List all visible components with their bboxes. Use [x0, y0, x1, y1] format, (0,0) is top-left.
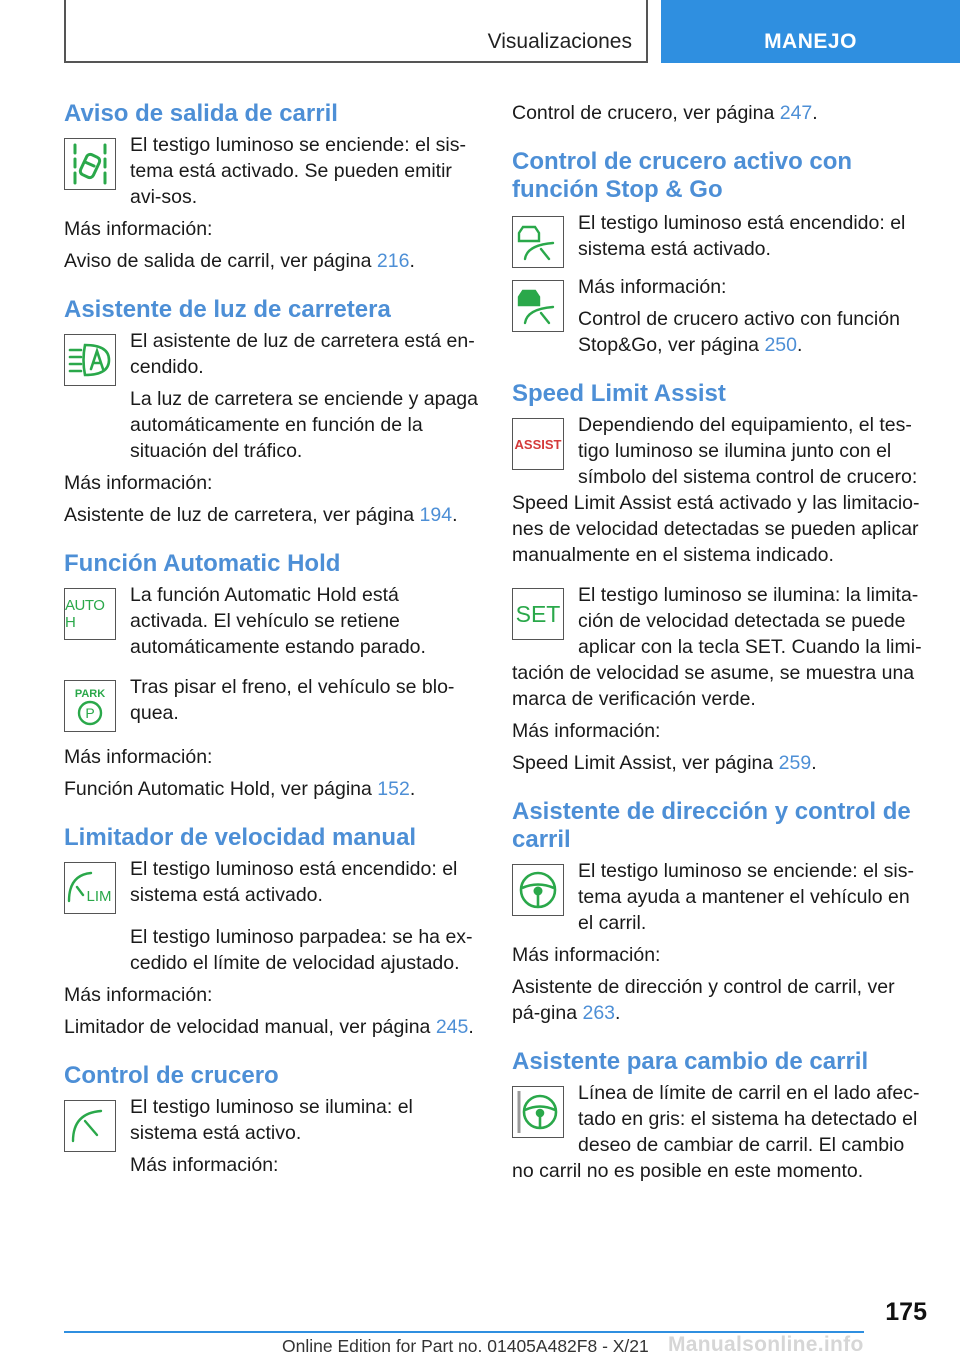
active-cruise-control-icon: [512, 216, 564, 268]
header-section-title: Visualizaciones: [487, 30, 632, 53]
header-chapter-label: MANEJO: [764, 30, 857, 53]
left-column: [64, 100, 479, 1178]
section-lane-change-assist: [512, 1048, 927, 1184]
page-link-259[interactable]: 259: [778, 752, 812, 774]
section-active-cruise-stop-go: [512, 148, 927, 358]
section-title: Limitador de velocidad manual: [64, 824, 417, 851]
paragraph: Más información:: [64, 472, 213, 494]
paragraph: El testigo luminoso se enciende: el sis-tema está activado. Se pueden emitir avi-sos.: [130, 134, 467, 208]
page-link-194[interactable]: 194: [419, 504, 453, 526]
paragraph: Dependiendo del equipamiento, el tes-tigo luminoso se ilumina junto con el símbolo del sistema control de crucero: Speed Limit Assist está activado y las limitacio-nes de velocidad detectadas se pueden aplicar manualmente en el sistema indicado.: [512, 414, 920, 566]
page-link-245[interactable]: 245: [435, 1016, 469, 1038]
paragraph: Más información:: [64, 746, 213, 768]
section-title: Asistente de dirección y control de carril: [512, 798, 911, 853]
paragraph: Speed Limit Assist, ver página 259.: [512, 752, 817, 774]
paragraph: Aviso de salida de carril, ver página 216.: [64, 250, 415, 272]
section-high-beam-assist: [64, 296, 479, 528]
section-automatic-hold: [64, 550, 479, 802]
footer-edition: Online Edition for Part no. 01405A482F8 - X/21: [282, 1336, 649, 1356]
svg-text:P: P: [85, 705, 95, 721]
cruise-control-icon: [64, 1100, 116, 1152]
page-link-263[interactable]: 263: [582, 1002, 616, 1024]
paragraph: Más información:: [578, 276, 727, 298]
paragraph: El asistente de luz de carretera está en-cendido.: [130, 330, 475, 378]
section-manual-speed-limiter: [64, 824, 479, 1040]
header-chapter-tab[interactable]: [661, 0, 960, 63]
page-link-247[interactable]: 247: [779, 102, 813, 124]
footer-watermark: Manualsonline.info: [668, 1333, 864, 1356]
page-link-250[interactable]: 250: [764, 334, 797, 356]
paragraph: El testigo luminoso se enciende: el sis-tema ayuda a mantener el vehículo en el carril.: [578, 860, 915, 934]
right-column: [512, 100, 927, 1184]
speed-limiter-icon: [64, 862, 116, 914]
paragraph: Línea de límite de carril en el lado afec-tado en gris: el sistema ha detectado el deseo de cambiar de carril. El cambio no carril no es posible en este momento.: [512, 1082, 920, 1182]
section-title: Control de crucero activo con función Stop & Go: [512, 148, 853, 203]
section-steering-lane-control: [512, 798, 927, 1026]
page-number: 175: [885, 1298, 927, 1326]
paragraph: La luz de carretera se enciende y apaga automáticamente en función de la situación del tráfico.: [130, 388, 478, 462]
paragraph: Asistente de dirección y control de carril, ver pá-gina 263.: [512, 976, 895, 1024]
page-link-216[interactable]: 216: [376, 250, 410, 272]
paragraph: Más información:: [64, 984, 213, 1006]
paragraph: Limitador de velocidad manual, ver página 245.: [64, 1016, 474, 1038]
auto-hold-icon: AUTO H: [64, 588, 116, 640]
steering-wheel-green-icon: [512, 864, 564, 916]
section-lane-departure-warning: [64, 100, 479, 274]
svg-text:LIM: LIM: [86, 888, 112, 905]
section-title: Control de crucero: [64, 1062, 279, 1089]
paragraph: Control de crucero, ver página 247.: [512, 102, 818, 124]
paragraph: El testigo luminoso está encendido: el sistema está activado.: [578, 212, 906, 260]
paragraph: Más información:: [512, 720, 661, 742]
park-brake-icon: [64, 680, 116, 732]
paragraph: Tras pisar el freno, el vehículo se blo-quea.: [130, 676, 455, 724]
paragraph: La función Automatic Hold está activada. El vehículo se retiene automáticamente estando parado.: [130, 584, 426, 658]
section-title: Speed Limit Assist: [512, 380, 726, 407]
header-section-box: [64, 0, 648, 63]
paragraph: Más información:: [512, 944, 661, 966]
section-speed-limit-assist: [512, 380, 927, 776]
paragraph: El testigo luminoso está encendido: el sistema está activado.: [130, 858, 458, 906]
paragraph: Control de crucero activo con función Stop&Go, ver página 250.: [578, 308, 900, 356]
page-link-152[interactable]: 152: [377, 778, 410, 800]
section-title: Asistente para cambio de carril: [512, 1048, 869, 1075]
paragraph: El testigo luminoso se ilumina: el sistema está activo.: [130, 1096, 413, 1144]
paragraph: El testigo luminoso parpadea: se ha ex-cedido el límite de velocidad ajustado.: [130, 926, 473, 974]
paragraph: El testigo luminoso se ilumina: la limita-ción de velocidad detectada se puede aplicar con la tecla SET. Cuando la limi-tación de velocidad se asume, se muestra una marca de verificación verde.: [512, 584, 922, 710]
paragraph: Más información:: [64, 218, 213, 240]
paragraph: Más información:: [130, 1154, 279, 1176]
high-beam-assist-icon: [64, 334, 116, 386]
section-cruise-control: [64, 1062, 479, 1178]
paragraph: Asistente de luz de carretera, ver página 194.: [64, 504, 458, 526]
lane-departure-indicator-icon: [64, 138, 116, 190]
active-cruise-vehicle-detected-icon: [512, 280, 564, 332]
section-title: Aviso de salida de carril: [64, 100, 338, 127]
section-title: Función Automatic Hold: [64, 550, 341, 577]
paragraph: Función Automatic Hold, ver página 152.: [64, 778, 416, 800]
svg-text:PARK: PARK: [74, 688, 106, 700]
lane-change-steering-icon: [512, 1086, 564, 1138]
section-title: Asistente de luz de carretera: [64, 296, 391, 323]
assist-indicator-icon: ASSIST: [512, 418, 564, 470]
set-indicator-icon: SET: [512, 588, 564, 640]
